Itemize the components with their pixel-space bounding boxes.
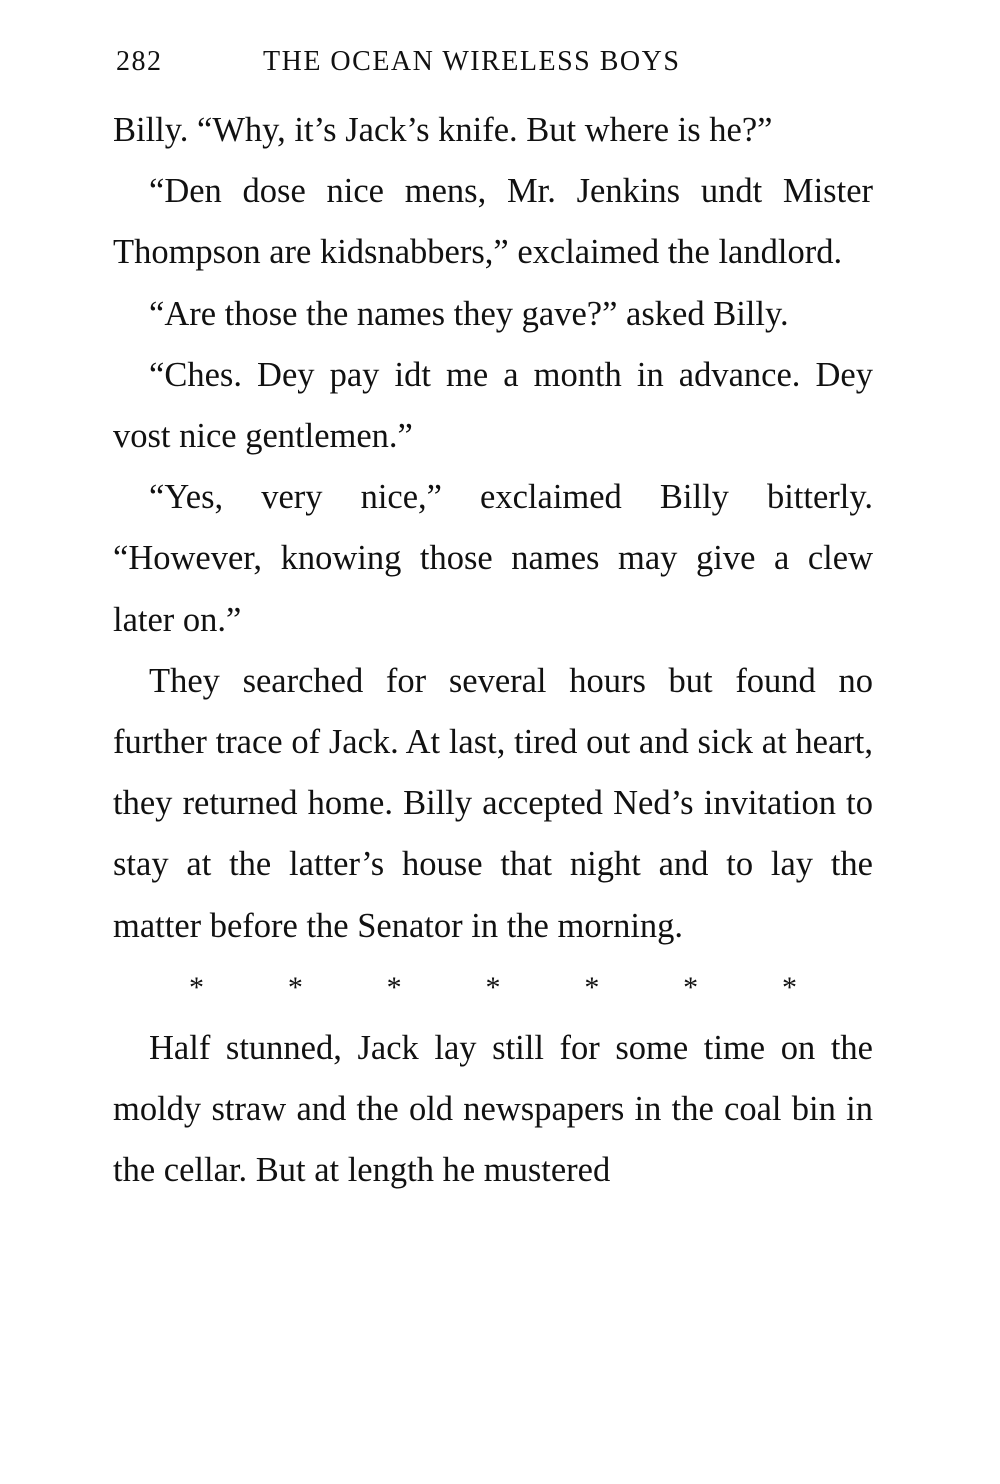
body-text <box>113 100 873 1202</box>
paragraph: “Ches. Dey pay idt me a month in advance. Dey vost nice gentlemen.” <box>113 355 873 456</box>
asterisk: * <box>781 970 797 1004</box>
asterisk: * <box>683 970 699 1004</box>
asterisk: * <box>287 970 303 1004</box>
paragraph: “Are those the names they gave?” asked Billy. <box>149 294 789 333</box>
asterisk: * <box>485 970 501 1004</box>
page-number: 282 <box>116 46 163 77</box>
page-header <box>116 46 876 86</box>
paragraph: Billy. “Why, it’s Jack’s knife. But where is he?” <box>113 111 773 149</box>
section-break <box>113 957 873 1018</box>
paragraph: “Den dose nice mens, Mr. Jenkins undt Mister Thompson are kidsnabbers,” exclaimed the landlord. <box>113 172 873 272</box>
running-title: THE OCEAN WIRELESS BOYS <box>263 46 681 77</box>
paragraph: Half stunned, Jack lay still for some time on the moldy straw and the old newspapers in the coal bin in the cellar. But at length he mustered <box>113 1029 873 1190</box>
asterisk: * <box>386 970 402 1004</box>
paragraph: They searched for several hours but found no further trace of Jack. At last, tired out and sick at heart, they returned home. Billy accepted Ned’s invitation to stay at the latter’s house that night and to lay the matter before the Senator in the morning. <box>113 661 873 945</box>
paragraph: “Yes, very nice,” exclaimed Billy bitterly. “However, knowing those names may give a clew later on.” <box>113 478 873 639</box>
asterisk: * <box>584 970 600 1004</box>
asterisk: * <box>189 970 204 1004</box>
